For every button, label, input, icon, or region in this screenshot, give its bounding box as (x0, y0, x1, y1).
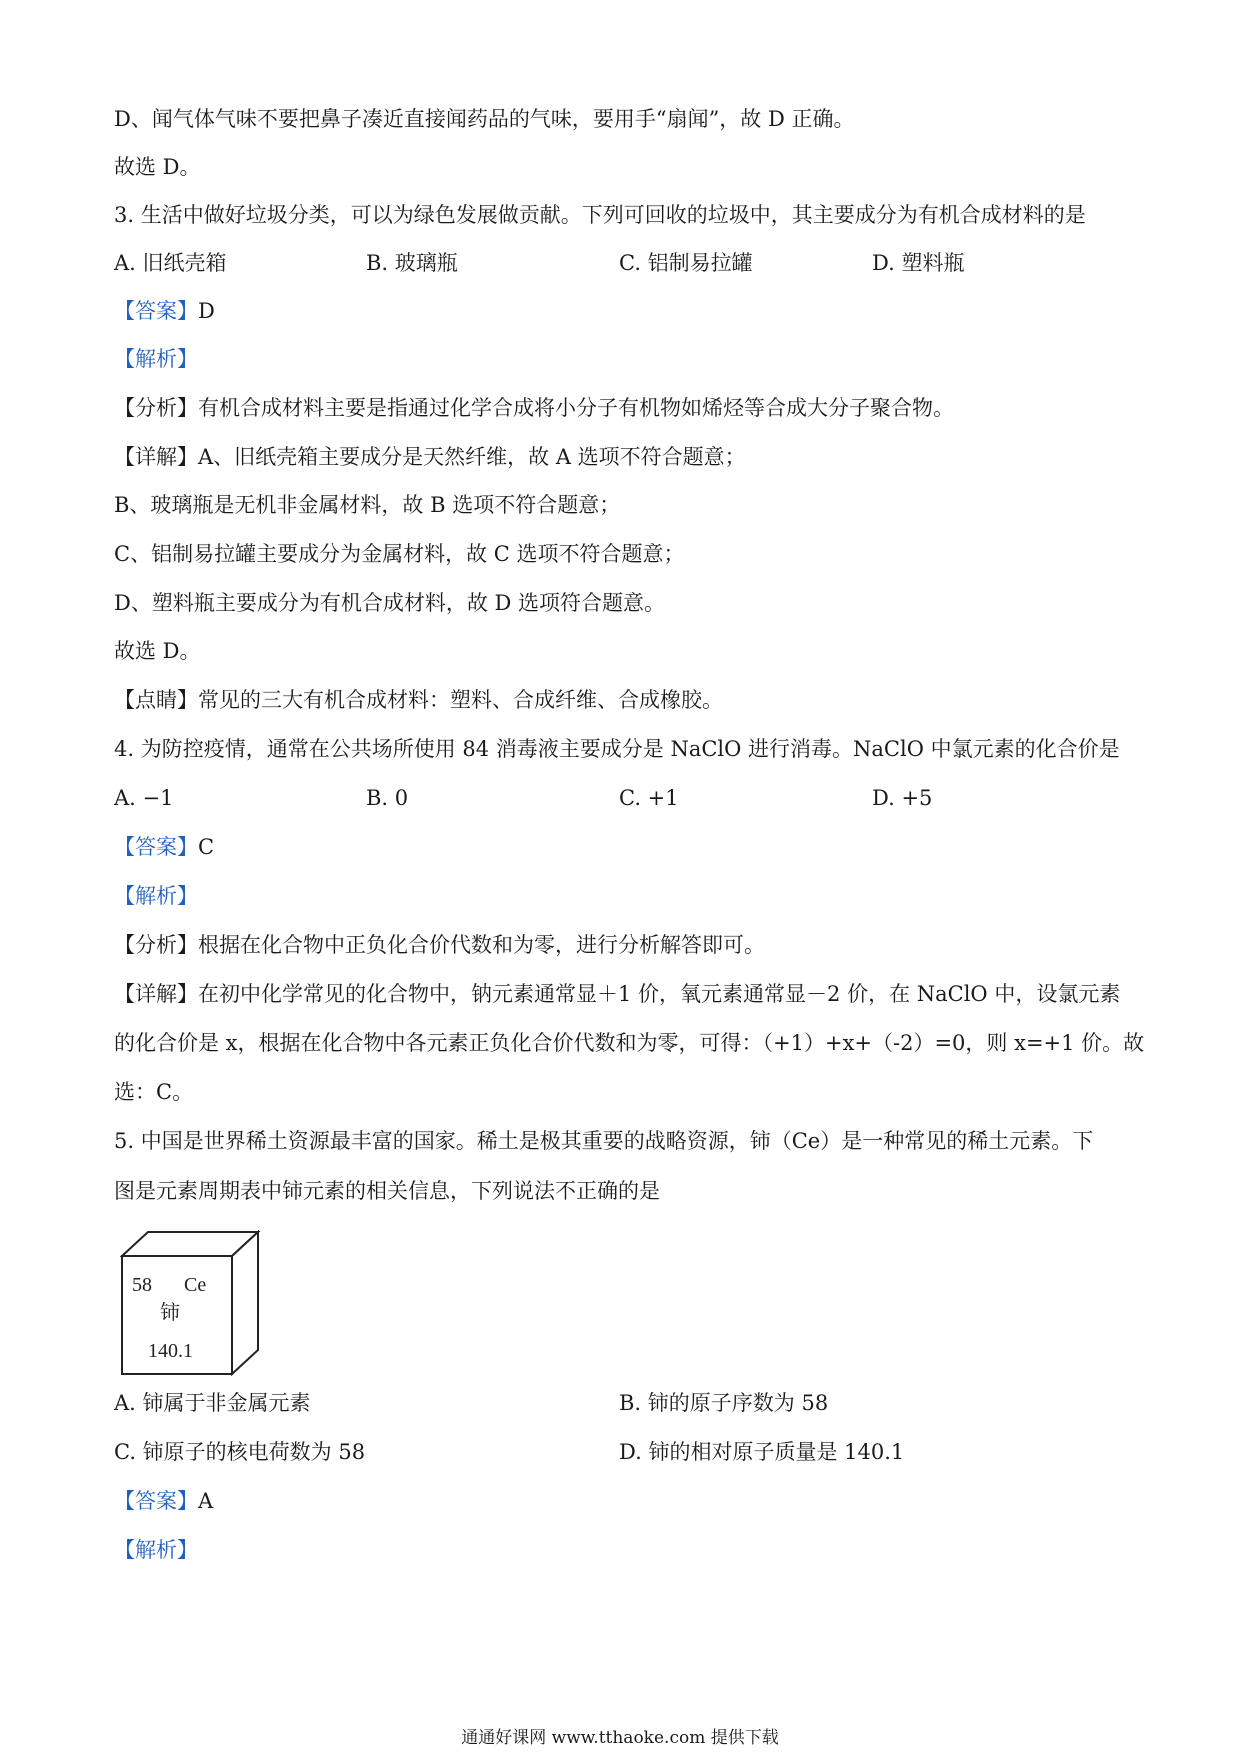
jiexi-tag: 【解析】 (114, 347, 198, 371)
q4-xiangjie-line (114, 979, 1120, 1009)
q3-option-b: B. 玻璃瓶 (366, 251, 458, 275)
q3-detail-c: C、铝制易拉罐主要成分为金属材料，故 C 选项不符合题意； (114, 542, 685, 566)
xiangjie-tag: 【详解】 (114, 445, 198, 469)
q4-stem: 4. 为防控疫情，通常在公共场所使用 84 消毒液主要成分是 NaClO 进行消毒。NaClO 中氯元素的化合价是 (114, 737, 1120, 761)
q4-detail-2: 的化合价是 x，根据在化合物中各元素正负化合价代数和为零，可得：（+1）+x+（-2）=0，则 x=+1 价。故 (114, 1031, 1145, 1055)
q3-option-c: C. 铝制易拉罐 (619, 251, 753, 275)
fenxi-tag: 【分析】 (114, 396, 198, 420)
element-mass: 140.1 (148, 1340, 193, 1362)
element-symbol: Ce (184, 1274, 207, 1296)
q3-dianjing-line (114, 685, 723, 715)
cube-side-face (232, 1232, 258, 1374)
q5-answer-line (114, 1486, 213, 1516)
q5-option-d: D. 铈的相对原子质量是 140.1 (619, 1440, 905, 1464)
q3-detail-a: A、旧纸壳箱主要成分是天然纤维，故 A 选项不符合题意； (198, 445, 746, 469)
q3-dianjing: 常见的三大有机合成材料：塑料、合成纤维、合成橡胶。 (198, 688, 723, 712)
element-number: 58 (132, 1274, 152, 1296)
q3-option-a: A. 旧纸壳箱 (114, 251, 227, 275)
jiexi-tag: 【解析】 (114, 884, 198, 908)
q3-answer-line (114, 296, 215, 326)
q5-stem-2: 图是元素周期表中铈元素的相关信息，下列说法不正确的是 (114, 1179, 660, 1203)
fenxi-tag: 【分析】 (114, 933, 198, 957)
q5-option-c: C. 铈原子的核电荷数为 58 (114, 1440, 366, 1464)
q4-option-d: D. +5 (872, 786, 933, 810)
jiexi-tag: 【解析】 (114, 1538, 198, 1562)
q3-fenxi-line (114, 393, 954, 423)
q3-option-d: D. 塑料瓶 (872, 251, 965, 275)
q3-answer: D (198, 299, 215, 323)
q3-xiangjie-line (114, 442, 746, 472)
answer-tag: 【答案】 (114, 1489, 198, 1513)
dianjing-tag: 【点睛】 (114, 688, 198, 712)
q3-detail-b: B、玻璃瓶是无机非金属材料，故 B 选项不符合题意； (114, 493, 621, 517)
footer-credit: 通通好课网 www.tthaoke.com 提供下载 (461, 1728, 779, 1748)
q4-detail-3: 选：C。 (114, 1080, 194, 1104)
q5-answer: A (198, 1489, 214, 1513)
q4-option-a: A. −1 (114, 786, 174, 810)
q4-answer-line (114, 832, 214, 862)
answer-tag: 【答案】 (114, 835, 198, 859)
q2-detail-d: D、闻气体气味不要把鼻子凑近直接闻药品的气味，要用手“扇闻”，故 D 正确。 (114, 107, 855, 131)
q3-choose: 故选 D。 (114, 639, 201, 663)
q5-option-a: A. 铈属于非金属元素 (114, 1391, 311, 1415)
q3-jiexi-line (114, 344, 198, 374)
q4-fenxi-line (114, 930, 765, 960)
q4-option-c: C. +1 (619, 786, 679, 810)
element-cell-figure (120, 1230, 270, 1380)
q3-detail-d: D、塑料瓶主要成分为有机合成材料，故 D 选项符合题意。 (114, 591, 666, 615)
xiangjie-tag: 【详解】 (114, 982, 198, 1006)
q5-jiexi-line (114, 1535, 198, 1565)
q2-choose: 故选 D。 (114, 155, 201, 179)
q4-jiexi-line (114, 881, 198, 911)
q4-detail-1: 在初中化学常见的化合物中，钠元素通常显＋1 价，氧元素通常显－2 价，在 NaClO 中，设氯元素 (198, 982, 1121, 1006)
q4-option-b: B. 0 (366, 786, 409, 810)
q4-answer: C (198, 835, 215, 859)
q5-option-b: B. 铈的原子序数为 58 (619, 1391, 829, 1415)
q3-fenxi: 有机合成材料主要是指通过化学合成将小分子有机物如烯烃等合成大分子聚合物。 (198, 396, 954, 420)
element-name: 铈 (160, 1300, 180, 1324)
q3-stem: 3. 生活中做好垃圾分类，可以为绿色发展做贡献。下列可回收的垃圾中，其主要成分为有机合成材料的是 (114, 203, 1086, 227)
answer-tag: 【答案】 (114, 299, 198, 323)
q4-fenxi: 根据在化合物中正负化合价代数和为零，进行分析解答即可。 (198, 933, 765, 957)
q5-stem-1: 5. 中国是世界稀土资源最丰富的国家。稀土是极其重要的战略资源，铈（Ce）是一种常见的稀土元素。下 (114, 1129, 1094, 1153)
